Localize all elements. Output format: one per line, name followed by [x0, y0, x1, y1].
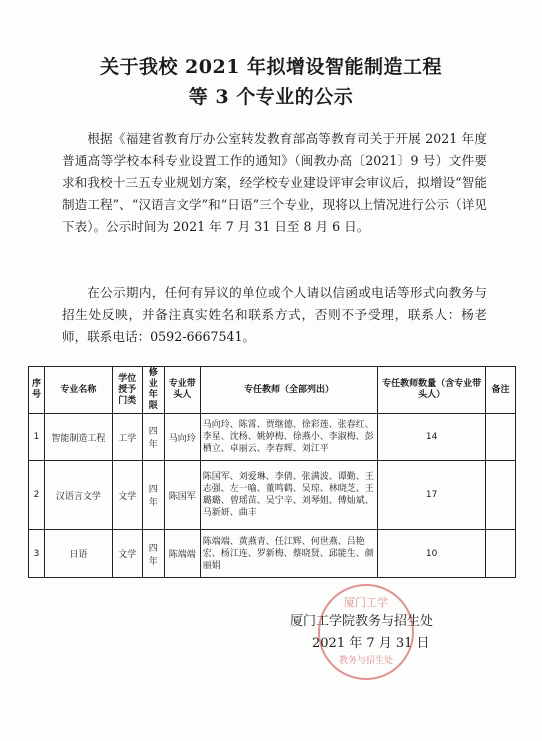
cell-seq: 3	[29, 530, 45, 578]
cell-major: 智能制造工程	[44, 414, 112, 461]
cell-years: 四年	[142, 461, 164, 530]
header-years: 修业年限	[142, 367, 164, 414]
cell-years: 四年	[142, 530, 164, 578]
cell-major: 汉语言文学	[44, 461, 112, 530]
cell-major: 日语	[44, 530, 112, 578]
paragraph-objection: 在公示期内，任何有异议的单位或个人请以信函或电话等形式向教务与招生处反映，并备注真实姓名和联系方式，否则不予受理，联系人：杨老师，联系电话：0592-6667541。	[62, 285, 487, 344]
cell-count: 17	[378, 461, 486, 530]
cell-leader: 陈国军	[164, 461, 200, 530]
seal-text-top: 厦门工学	[344, 596, 388, 609]
majors-table	[28, 366, 516, 578]
header-major: 专业名称	[44, 367, 112, 414]
cell-teachers: 陈端端、黄燕青、任江辉、何世燕、吕艳宏、杨江连、罗新梅、蔡晓贤、邱能生、颜丽娟	[200, 530, 378, 578]
table-row	[29, 530, 516, 578]
cell-count: 10	[378, 530, 486, 578]
header-degree: 学位授予门类	[112, 367, 142, 414]
document-title-line2: 等 3 个专业的公示	[188, 86, 354, 108]
signature-organization: 厦门工学院教务与招生处	[290, 614, 434, 629]
cell-seq: 1	[29, 414, 45, 461]
header-teachers: 专任教师（全部列出）	[200, 367, 378, 414]
cell-teachers: 马向玲、陈霄、贾继德、徐彩莲、张春红、李星、沈杨、姚婷梅、徐燕小、李淑梅、彭栖立、卓丽云、李春辉、刘江平	[200, 414, 378, 461]
table-row	[29, 414, 516, 461]
cell-seq: 2	[29, 461, 45, 530]
cell-degree: 文学	[112, 461, 142, 530]
table-row	[29, 461, 516, 530]
header-count: 专任教师数量（含专业带头人）	[378, 367, 486, 414]
header-notes: 备注	[486, 367, 516, 414]
cell-notes	[486, 461, 516, 530]
cell-degree: 文学	[112, 530, 142, 578]
header-leader: 专业带头人	[164, 367, 200, 414]
cell-notes	[486, 530, 516, 578]
signature-date: 2021 年 7 月 31 日	[312, 636, 430, 651]
paragraph-basis: 根据《福建省教育厅办公室转发教育部高等教育司关于开展 2021 年度普通高等学校本科专业设置工作的通知》（闽教办高〔2021〕9 号）文件要求和我校十三五专业规划方案，经学校专业建设评审会审议后，拟增设“智能制造工程”、“汉语言文学”和“日语”三个专业，现将以上情况进行公示（详见下表）。公示时间为 2021 年 7 月 31 日至 8 月 6 日。	[62, 131, 487, 234]
cell-years: 四年	[142, 414, 164, 461]
table-header-row	[29, 367, 516, 414]
cell-teachers: 陈国军、刘爱琳、李倩、张满波、谭勤、王志强、左一喻、董鸣鹤、吴琼、林晓芝、王璐璐、曾瑶苗、吴宁辛、刘琴姐、傅灿斌、马新妍、曲丰	[200, 461, 378, 530]
cell-leader: 陈端端	[164, 530, 200, 578]
header-seq: 序号	[29, 367, 45, 414]
document-title-line1: 关于我校 2021 年拟增设智能制造工程	[99, 56, 443, 78]
cell-count: 14	[378, 414, 486, 461]
cell-degree: 工学	[112, 414, 142, 461]
cell-leader: 马向玲	[164, 414, 200, 461]
cell-notes	[486, 414, 516, 461]
seal-text-bottom: 教务与招生处	[338, 656, 393, 666]
